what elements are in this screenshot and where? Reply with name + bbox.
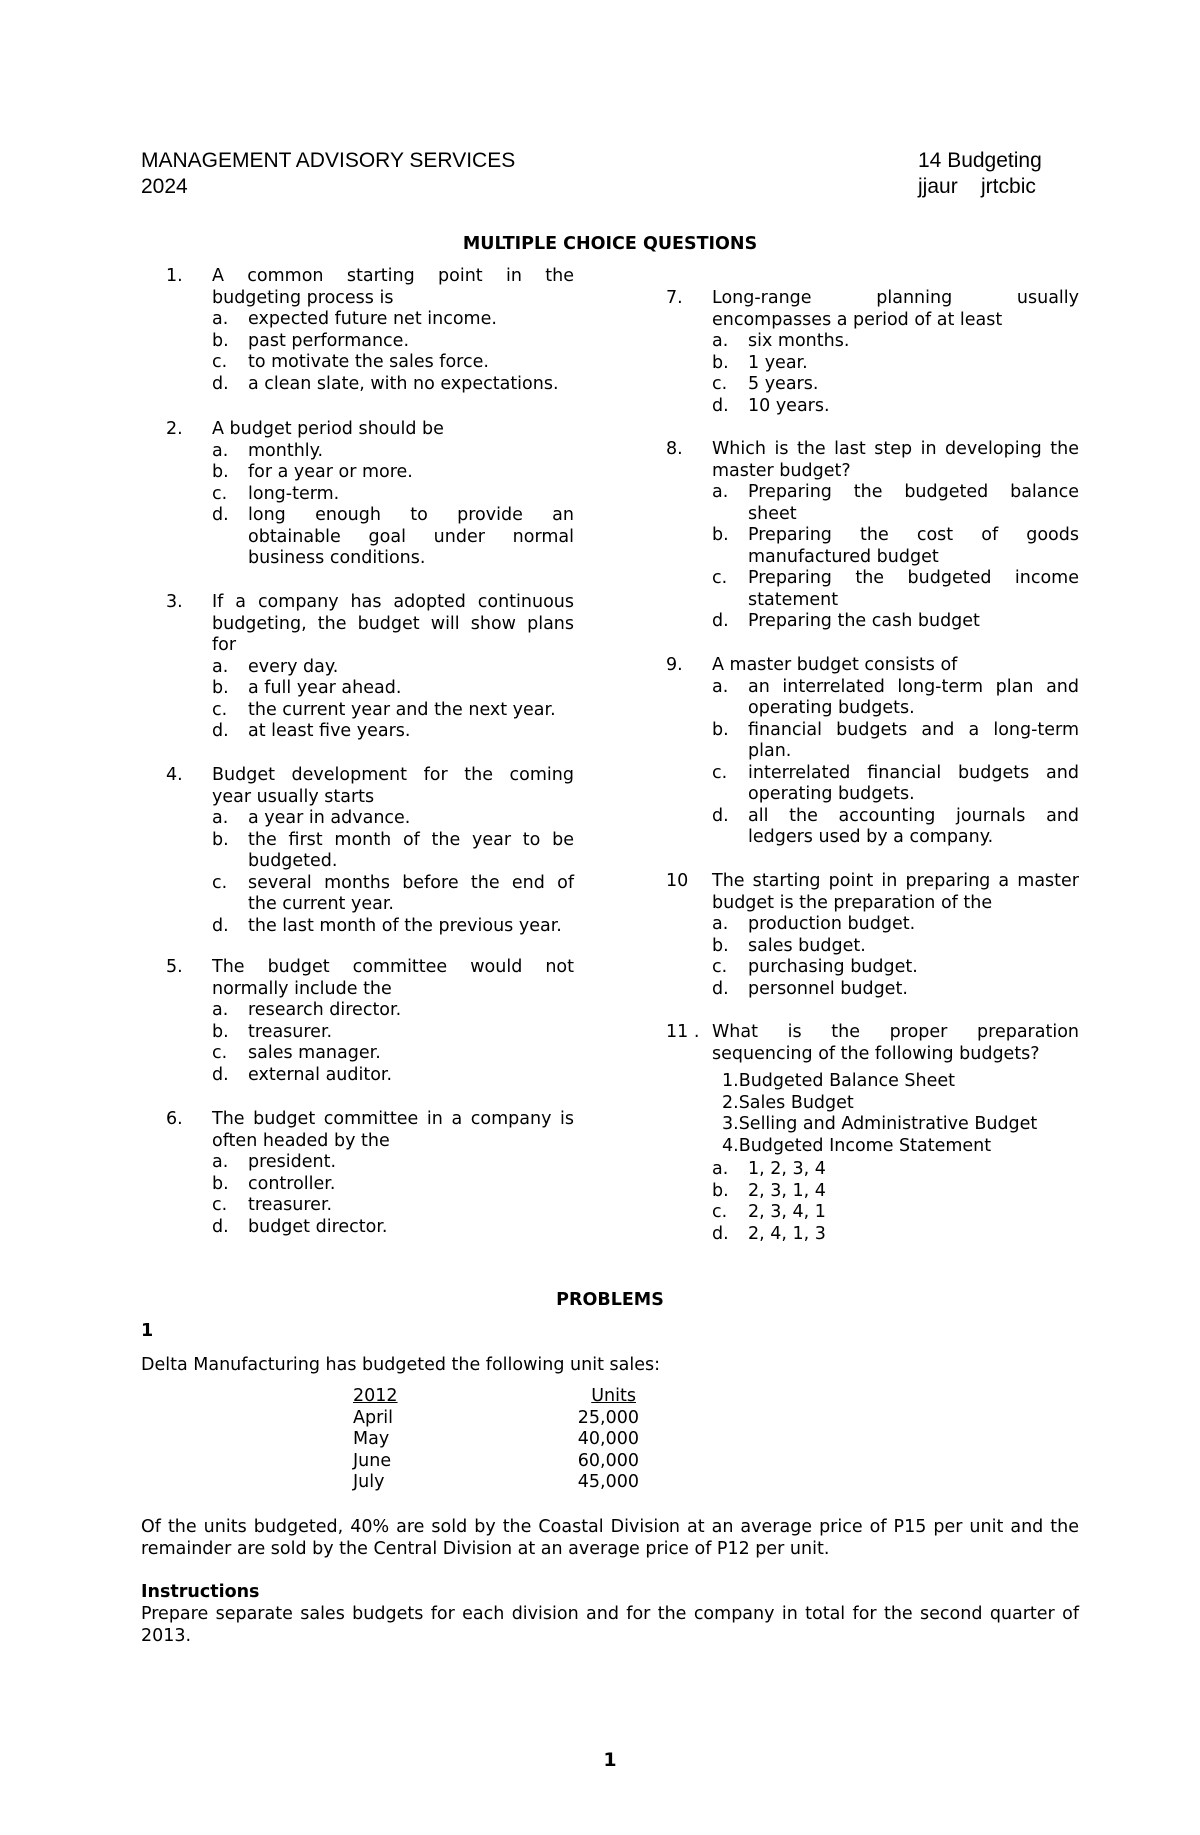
answer-options: [712, 1159, 1079, 1245]
page-number: 1: [603, 1749, 617, 1771]
answer-options: [712, 914, 1079, 1000]
option-letter: a.: [212, 656, 229, 677]
answer-option: [712, 568, 1079, 611]
question-number: 5.: [166, 957, 183, 977]
option-text: at least five years.: [248, 721, 411, 741]
answer-option: [712, 1159, 1079, 1181]
question-10: [666, 871, 1079, 1000]
option-text: research director.: [248, 1000, 402, 1020]
option-text: all the accounting journals and ledgers used by a company.: [748, 805, 1079, 847]
unit-sales-table: [353, 1386, 639, 1494]
answer-option: [212, 657, 574, 679]
option-text: a year in advance.: [248, 808, 411, 828]
question-number: 6.: [166, 1109, 183, 1129]
option-text: the last month of the previous year.: [248, 915, 562, 936]
answer-option: [212, 873, 574, 916]
option-text: 10 years.: [748, 395, 830, 416]
instructions-label: Instructions: [141, 1582, 260, 1602]
option-text: six months.: [748, 331, 850, 351]
option-letter: b.: [212, 462, 229, 482]
option-letter: c.: [212, 699, 228, 720]
answer-option: [212, 505, 574, 570]
option-letter: c.: [712, 568, 728, 588]
question-stem: [166, 765, 574, 808]
answer-options: [212, 309, 574, 395]
question-text: What is the proper preparation sequencing of the following budgets?: [712, 1022, 1079, 1064]
answer-option: [212, 309, 574, 331]
answer-options: [712, 331, 1079, 417]
question-number: 4.: [166, 765, 183, 785]
question-text: The budget committee would not normally include the: [212, 957, 574, 999]
option-text: every day.: [248, 656, 339, 677]
option-text: personnel budget.: [748, 978, 908, 999]
answer-option: [212, 1152, 574, 1174]
answer-option: [712, 482, 1079, 525]
problems-title: PROBLEMS: [556, 1290, 664, 1310]
units-cell: 40,000: [577, 1429, 639, 1449]
option-text: treasurer.: [248, 1195, 333, 1215]
answer-option: [212, 830, 574, 873]
question-stem: [166, 1109, 574, 1152]
option-text: 2, 4, 1, 3: [748, 1223, 826, 1244]
option-letter: c.: [712, 1202, 728, 1222]
answer-options: [212, 808, 574, 937]
table-row: [353, 1408, 639, 1430]
option-letter: a.: [212, 440, 229, 461]
question-text: The budget committee in a company is often headed by the: [212, 1109, 574, 1151]
answer-option: [712, 806, 1079, 849]
answer-option: [712, 1202, 1079, 1224]
option-text: production budget.: [748, 914, 916, 934]
answer-option: [712, 1224, 1079, 1246]
option-letter: d.: [712, 395, 729, 416]
option-text: Preparing the budgeted income statement: [748, 568, 1079, 610]
question-number: 3.: [166, 592, 183, 612]
question-number: 7.: [666, 288, 683, 308]
month-cell: April: [353, 1407, 393, 1428]
option-letter: b.: [212, 330, 229, 351]
question-6: [166, 1109, 574, 1238]
question-number: 10: [666, 871, 689, 891]
option-letter: c.: [212, 1195, 228, 1215]
answer-option: [712, 396, 1079, 418]
answer-option: [212, 374, 574, 396]
option-text: several months before the end of the current year.: [248, 872, 574, 914]
header-right: [918, 148, 1042, 200]
question-3: [166, 592, 574, 743]
answer-options: [212, 1000, 574, 1086]
sequence-item: 3.Selling and Administrative Budget: [722, 1114, 1038, 1134]
answer-option: [712, 525, 1079, 568]
table-row: [353, 1451, 639, 1473]
answer-option: [212, 916, 574, 938]
answer-option: [712, 914, 1079, 936]
question-text: A budget period should be: [212, 419, 444, 439]
question-stem: [666, 439, 1079, 482]
month-cell: May: [353, 1429, 390, 1449]
option-letter: d.: [212, 1216, 229, 1237]
question-number: 1.: [166, 266, 183, 286]
option-text: budget director.: [248, 1216, 388, 1237]
option-letter: d.: [212, 373, 229, 394]
option-letter: d.: [212, 721, 229, 741]
question-8: [666, 439, 1079, 633]
option-text: the first month of the year to be budgeted.: [248, 829, 574, 871]
question-text: Long-range planning usually encompasses a period of at least: [712, 288, 1079, 330]
option-text: Preparing the cost of goods manufactured budget: [748, 525, 1079, 567]
answer-option: [712, 331, 1079, 353]
option-letter: c.: [712, 762, 728, 783]
option-text: to motivate the sales force.: [248, 352, 489, 372]
question-stem: [666, 288, 1079, 331]
option-letter: c.: [212, 1043, 228, 1063]
option-text: 1, 2, 3, 4: [748, 1159, 826, 1179]
option-text: expected future net income.: [248, 309, 497, 329]
option-text: 5 years.: [748, 374, 819, 394]
question-text: Which is the last step in developing the master budget?: [712, 439, 1079, 481]
option-text: 1 year.: [748, 352, 808, 373]
answer-option: [712, 957, 1079, 979]
option-letter: a.: [712, 331, 729, 351]
option-letter: b.: [212, 1021, 229, 1042]
answer-options: [212, 441, 574, 570]
option-text: purchasing budget.: [748, 957, 918, 977]
answer-options: [712, 677, 1079, 849]
table-row: [353, 1472, 639, 1494]
option-text: external auditor.: [248, 1064, 393, 1085]
option-letter: c.: [712, 957, 728, 977]
answer-option: [212, 331, 574, 353]
option-text: Preparing the budgeted balance sheet: [748, 482, 1079, 524]
problem-paragraph: Of the units budgeted, 40% are sold by the Coastal Division at an average price of P15 per unit and the remainder are sold by the Central Division at an average price of P12 per unit.: [141, 1517, 1079, 1559]
question-text: Budget development for the coming year usually starts: [212, 765, 574, 807]
question-stem: [666, 871, 1079, 914]
question-2: [166, 419, 574, 570]
answer-option: [212, 1174, 574, 1196]
option-letter: a.: [712, 1159, 729, 1179]
option-letter: a.: [212, 309, 229, 329]
option-text: financial budgets and a long-term plan.: [748, 719, 1079, 761]
option-text: interrelated financial budgets and operating budgets.: [748, 762, 1079, 804]
option-letter: b.: [712, 352, 729, 373]
option-letter: d.: [712, 805, 729, 826]
question-text: A master budget consists of: [712, 655, 958, 675]
answer-option: [212, 352, 574, 374]
question-4: [166, 765, 574, 937]
units-cell: 60,000: [577, 1450, 639, 1471]
month-cell: July: [353, 1472, 385, 1492]
option-letter: a.: [212, 1000, 229, 1020]
table-row: [353, 1429, 639, 1451]
question-11: [666, 1022, 1079, 1245]
question-number: 2.: [166, 419, 183, 439]
sequence-item: 1.Budgeted Balance Sheet: [722, 1071, 956, 1091]
option-letter: b.: [712, 935, 729, 956]
answer-options: [712, 482, 1079, 633]
option-letter: c.: [212, 352, 228, 372]
problem-number: 1: [141, 1321, 154, 1341]
option-letter: a.: [212, 808, 229, 828]
course-year: 2024: [141, 175, 188, 198]
question-number: 8.: [666, 439, 683, 459]
question-5: [166, 957, 574, 1086]
answer-option: [212, 808, 574, 830]
answer-option: [712, 611, 1079, 633]
answer-option: [212, 1065, 574, 1087]
question-number: 11 .: [666, 1022, 700, 1042]
table-header-row: [353, 1386, 639, 1408]
option-letter: c.: [212, 872, 228, 893]
option-letter: c.: [712, 374, 728, 394]
option-letter: b.: [712, 719, 729, 740]
author-initials: jjaur jrtcbic: [918, 175, 1036, 198]
question-stem: [166, 957, 574, 1000]
answer-option: [212, 462, 574, 484]
option-text: controller.: [248, 1173, 336, 1194]
option-letter: b.: [212, 1173, 229, 1194]
option-text: treasurer.: [248, 1021, 333, 1042]
option-text: long enough to provide an obtainable goal under normal business conditions.: [248, 505, 574, 568]
option-letter: d.: [212, 1064, 229, 1085]
option-letter: d.: [212, 505, 229, 525]
option-text: the current year and the next year.: [248, 699, 556, 720]
year-header: 2012: [353, 1386, 398, 1406]
answer-options: [212, 657, 574, 743]
units-cell: 25,000: [577, 1407, 639, 1428]
option-text: past performance.: [248, 330, 410, 351]
option-letter: d.: [712, 1223, 729, 1244]
sequence-item: 2.Sales Budget: [722, 1092, 854, 1113]
option-letter: d.: [712, 978, 729, 999]
option-letter: c.: [212, 483, 228, 504]
sequence-item: 4.Budgeted Income Statement: [722, 1135, 992, 1156]
answer-option: [712, 374, 1079, 396]
option-text: president.: [248, 1152, 337, 1172]
option-text: Preparing the cash budget: [748, 611, 980, 631]
option-letter: b.: [212, 678, 229, 698]
option-text: an interrelated long-term plan and operating budgets.: [748, 676, 1079, 718]
month-cell: June: [353, 1450, 392, 1471]
instructions-text: Prepare separate sales budgets for each division and for the company in total for the second quarter of 2013.: [141, 1604, 1079, 1646]
answer-options: [212, 1152, 574, 1238]
option-text: sales budget.: [748, 935, 866, 956]
answer-option: [712, 979, 1079, 1001]
answer-option: [212, 1000, 574, 1022]
question-stem: [666, 1022, 1079, 1065]
answer-option: [212, 441, 574, 463]
question-stem: [166, 266, 574, 309]
option-text: monthly.: [248, 440, 324, 461]
mcq-title: MULTIPLE CHOICE QUESTIONS: [462, 234, 758, 254]
question-stem: [166, 592, 574, 657]
option-text: a clean slate, with no expectations.: [248, 373, 559, 394]
answer-option: [212, 1195, 574, 1217]
topic-title: 14 Budgeting: [918, 149, 1042, 172]
option-letter: d.: [212, 915, 229, 936]
answer-option: [712, 353, 1079, 375]
question-stem: [666, 655, 1079, 677]
answer-option: [212, 484, 574, 506]
answer-option: [712, 763, 1079, 806]
option-letter: b.: [712, 525, 729, 545]
option-text: a full year ahead.: [248, 678, 402, 698]
option-text: 2, 3, 4, 1: [748, 1202, 826, 1222]
option-letter: a.: [712, 676, 729, 697]
question-9: [666, 655, 1079, 849]
answer-option: [212, 1022, 574, 1044]
answer-option: [712, 720, 1079, 763]
answer-option: [712, 936, 1079, 958]
option-text: for a year or more.: [248, 462, 413, 482]
option-letter: a.: [212, 1152, 229, 1172]
answer-option: [212, 678, 574, 700]
header-left: [141, 148, 515, 200]
units-cell: 45,000: [577, 1472, 639, 1492]
sequence-list: [722, 1071, 1079, 1157]
answer-option: [712, 677, 1079, 720]
answer-option: [212, 721, 574, 743]
option-text: 2, 3, 1, 4: [748, 1180, 826, 1201]
option-letter: d.: [712, 611, 729, 631]
question-text: A common starting point in the budgeting process is: [212, 266, 574, 308]
option-text: long-term.: [248, 483, 340, 504]
option-text: sales manager.: [248, 1043, 381, 1063]
option-letter: b.: [212, 829, 229, 850]
answer-option: [212, 700, 574, 722]
answer-option: [212, 1217, 574, 1239]
answer-option: [712, 1181, 1079, 1203]
course-title: MANAGEMENT ADVISORY SERVICES: [141, 149, 516, 172]
option-letter: a.: [712, 914, 729, 934]
question-text: If a company has adopted continuous budgeting, the budget will show plans for: [212, 592, 574, 655]
question-7: [666, 288, 1079, 417]
answer-option: [212, 1043, 574, 1065]
question-stem: [166, 419, 574, 441]
units-header: Units: [591, 1386, 636, 1406]
question-text: The starting point in preparing a master budget is the preparation of the: [712, 871, 1079, 913]
question-number: 9.: [666, 655, 683, 675]
option-letter: b.: [712, 1180, 729, 1201]
question-1: [166, 266, 574, 395]
problem-intro: Delta Manufacturing has budgeted the following unit sales:: [141, 1355, 660, 1375]
option-letter: a.: [712, 482, 729, 502]
